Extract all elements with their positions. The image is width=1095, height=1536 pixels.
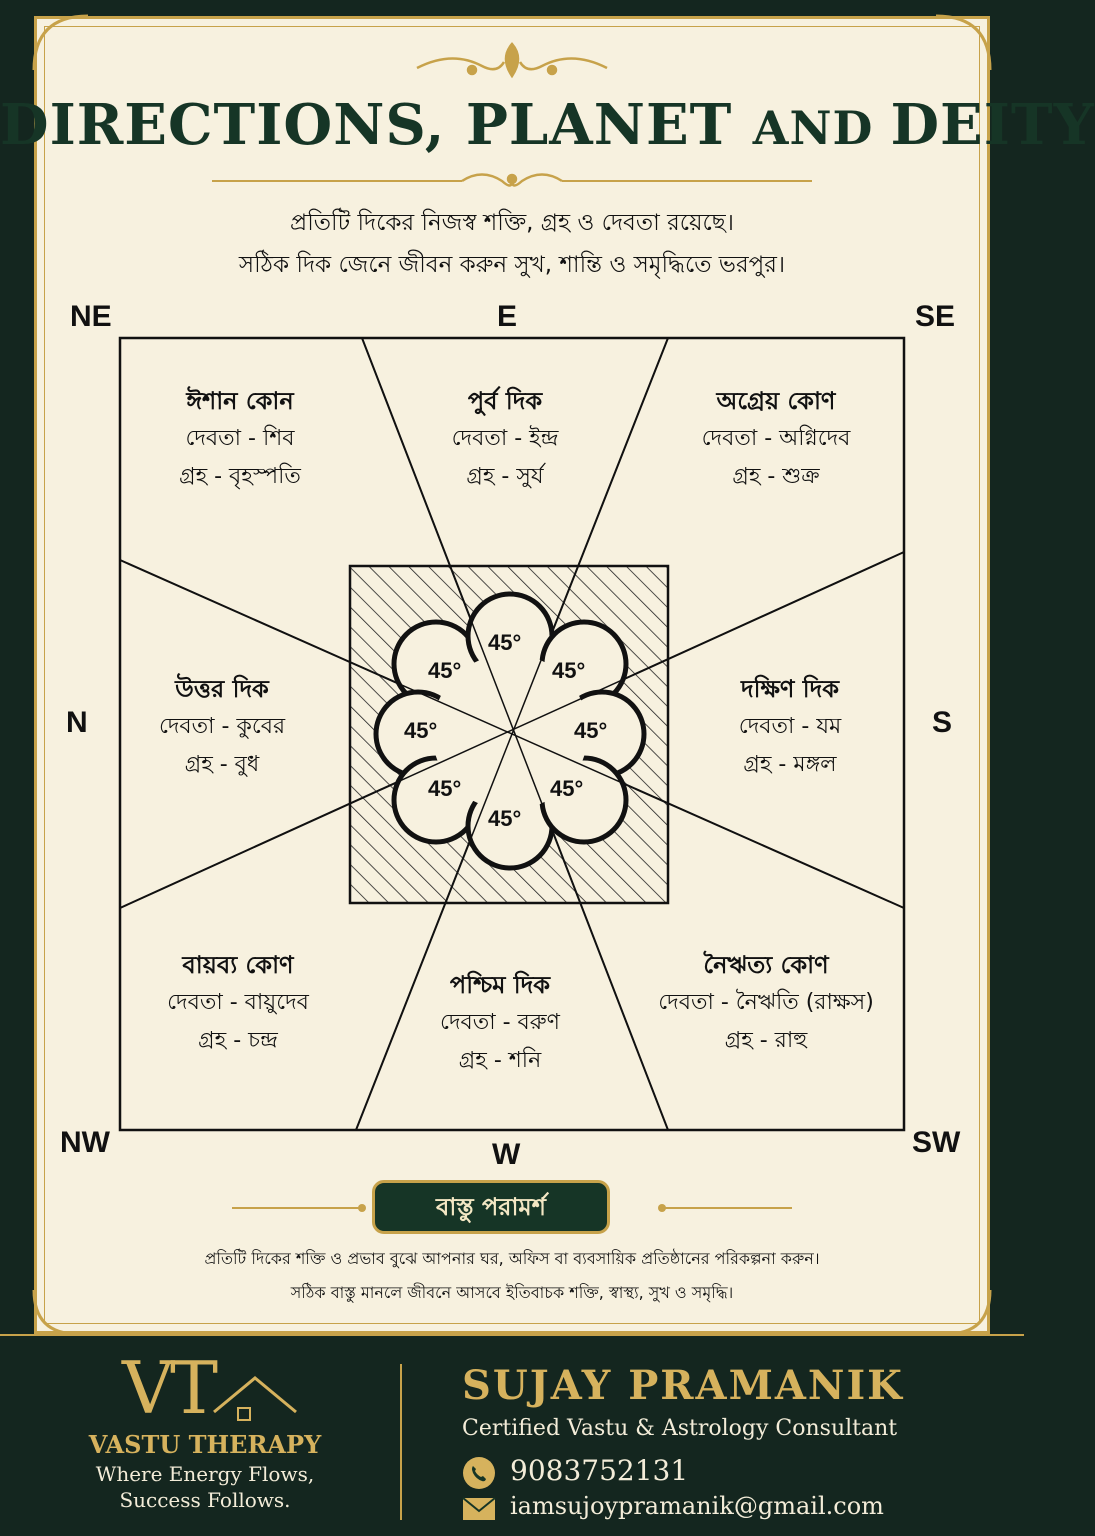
advice-line2: সঠিক বাস্তু মানলে জীবনে আসবে ইতিবাচক শক্তি, স্বাস্থ্য, সুখ ও সমৃদ্ধি। (290, 1283, 734, 1302)
direction-label-s: S (932, 706, 953, 739)
zone-deity: দেবতা - নৈঋতি (রাক্ষস) (658, 990, 874, 1015)
zone-planet: গ্রহ - চন্দ্র (198, 1028, 278, 1053)
zone-deity: দেবতা - শিব (185, 426, 295, 451)
zone-planet: গ্রহ - রাহু (724, 1028, 808, 1053)
zone-e (405, 382, 605, 496)
email-address[interactable]: iamsujoypramanik@gmail.com (510, 1492, 884, 1520)
tagline-line2: Success Follows. (119, 1488, 291, 1512)
zone-nw (138, 946, 338, 1060)
direction-label-se: SE (915, 300, 956, 333)
consultant-name: SUJAY PRAMANIK (462, 1362, 904, 1409)
logo-mark: VT (122, 1346, 215, 1430)
zone-title: পুর্ব দিক (467, 387, 543, 415)
consultant-role: Certified Vastu & Astrology Consultant (462, 1416, 898, 1441)
title-end: DEITY (890, 92, 1095, 158)
zone-planet: গ্রহ - বৃহস্পতি (179, 464, 301, 489)
direction-label-e: E (497, 300, 518, 333)
phone-icon (462, 1456, 496, 1490)
zone-title: দক্ষিণ দিক (740, 675, 840, 703)
direction-label-nw: NW (60, 1126, 110, 1159)
zone-title: পশ্চিম দিক (449, 971, 551, 999)
zone-s (690, 670, 890, 784)
zone-deity: দেবতা - বরুণ (440, 1010, 560, 1035)
zone-planet: গ্রহ - শুক্র (732, 464, 820, 489)
direction-label-w: W (492, 1138, 521, 1171)
direction-label-sw: SW (912, 1126, 961, 1159)
zone-w (400, 966, 600, 1080)
zone-deity: দেবতা - ইন্দ্র (451, 426, 559, 451)
title-and: AND (752, 101, 891, 155)
direction-label-ne: NE (70, 300, 112, 333)
brand-name: VASTU THERAPY (88, 1430, 322, 1459)
zone-deity: দেবতা - যম (738, 714, 842, 739)
email-icon (462, 1496, 496, 1522)
phone-number[interactable]: 9083752131 (510, 1454, 689, 1487)
advice-line1: প্রতিটি দিকের শক্তি ও প্রভাব বুঝে আপনার ঘর, অফিস বা ব্যবসায়িক প্রতিষ্ঠানের পরিকল্পনা করুন। (204, 1249, 820, 1268)
angle-label: 45° (488, 806, 522, 831)
zone-title: বায়ব্য কোণ (182, 951, 294, 979)
subtitle-line1: প্রতিটি দিকের নিজস্ব শক্তি, গ্রহ ও দেবতা রয়েছে। (290, 210, 734, 236)
tagline-line1: Where Energy Flows, (95, 1462, 315, 1486)
zone-planet: গ্রহ - সুর্য (466, 464, 544, 489)
zone-title: ঈশান কোন (186, 387, 294, 415)
direction-label-n: N (66, 706, 88, 739)
zone-deity: দেবতা - অগ্নিদেব (701, 426, 851, 451)
zone-planet: গ্রহ - মঙ্গল (743, 752, 837, 777)
subtitle-line2: সঠিক দিক জেনে জীবন করুন সুখ, শান্তি ও সমৃদ্ধিতে ভরপুর। (238, 252, 786, 278)
zone-n (122, 670, 322, 784)
footer-divider (400, 1364, 402, 1520)
advice-badge: বাস্তু পরামর্শ (372, 1180, 610, 1234)
angle-label: 45° (428, 776, 462, 801)
title-main: DIRECTIONS, PLANET (0, 92, 753, 158)
zone-planet: গ্রহ - শনি (458, 1048, 542, 1073)
angle-label: 45° (428, 658, 462, 683)
angle-label: 45° (488, 630, 522, 655)
zone-deity: দেবতা - বায়ুদেব (167, 990, 309, 1015)
footer-top-border (0, 1334, 1024, 1336)
angle-label: 45° (574, 718, 608, 743)
zone-planet: গ্রহ - বুধ (184, 752, 260, 777)
house-icon (210, 1372, 300, 1432)
zone-ne (140, 382, 340, 496)
angle-label: 45° (404, 718, 438, 743)
zone-se (666, 382, 886, 496)
zone-title: নৈঋত্য কোণ (703, 951, 829, 979)
zone-sw (636, 946, 896, 1060)
zone-title: অগ্রেয় কোণ (716, 387, 836, 415)
angle-label: 45° (552, 658, 586, 683)
zone-title: উত্তর দিক (175, 675, 269, 703)
angle-label: 45° (550, 776, 584, 801)
zone-deity: দেবতা - কুবের (158, 714, 286, 739)
